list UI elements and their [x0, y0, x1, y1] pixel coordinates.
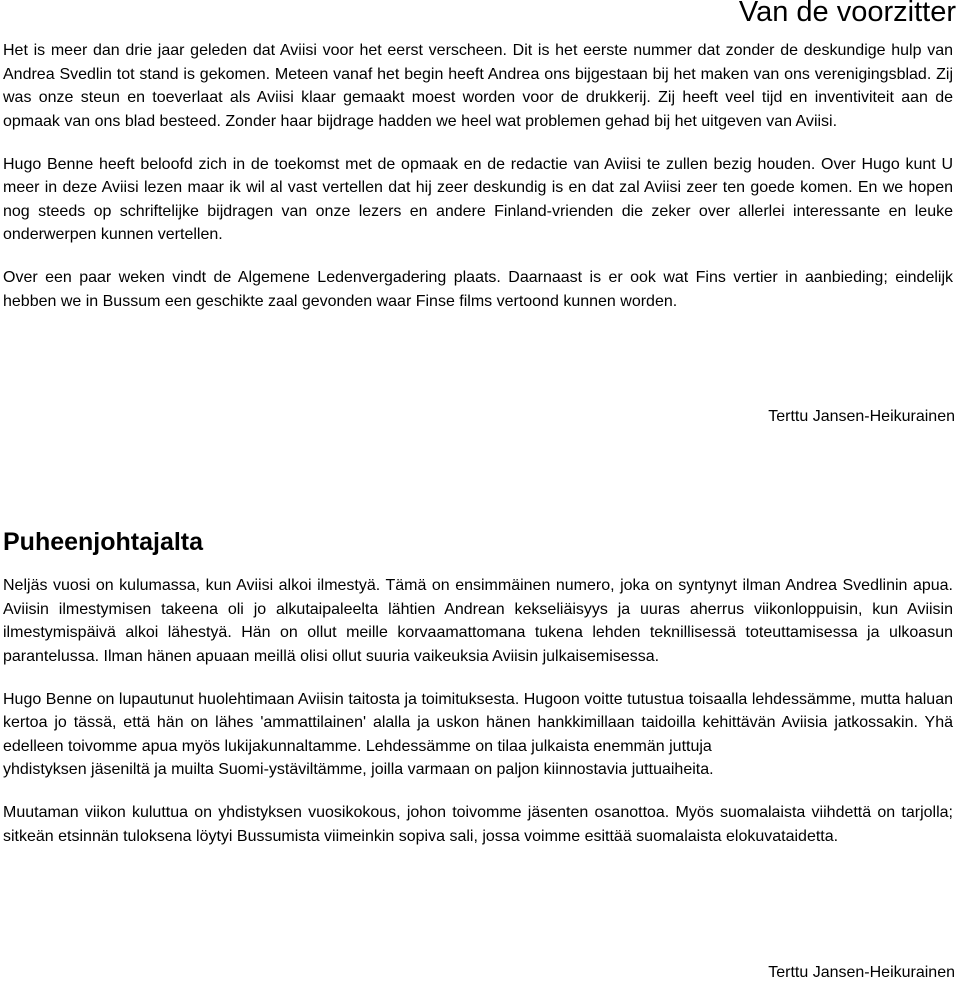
finnish-title: Puheenjohtajalta — [3, 528, 204, 556]
dutch-title: Van de voorzitter — [738, 0, 956, 28]
finnish-paragraph-2-continued: yhdistyksen jäseniltä ja muilta Suomi-ystäviltämme, joilla varmaan on paljon kiinnostavia juttuaiheita. — [3, 761, 714, 778]
dutch-paragraph-3: Over een paar weken vindt de Algemene Ledenvergadering plaats. Daarnaast is er ook wat Fins vertier in aanbieding; eindelijk hebben we in Bussum een geschikte zaal gevonden waar Finse films vertoond kunnen worden. — [3, 269, 953, 310]
finnish-paragraph-3: Muutaman viikon kuluttua on yhdistyksen vuosikokous, johon toivomme jäsenten osanottoa. Myös suomalaista viihdettä on tarjolla; sitkeän etsinnän tuloksena löytyi Bussumista viimeinkin sopiva sali, jossa voimme esittää suomalaista elokuvataidetta. — [3, 804, 953, 845]
finnish-paragraph-1: Neljäs vuosi on kulumassa, kun Aviisi alkoi ilmestyä. Tämä on ensimmäinen numero, joka on syntynyt ilman Andrea Svedlinin apua. Aviisin ilmestymisen takeena oli jo alkutaipaleelta lähtien Andrean kekseliäisyys ja uuras aherrus viikonloppuisin, kun Aviisin ilmestymispäivä alkoi lähestyä. Hän on ollut meille korvaamattomana tukena lehden teknillisessä toteuttamisessa ja ulkoasun parantelussa. Ilman hänen apuaan meillä olisi ollut suuria vaikeuksia Aviisin julkaisemisessa. — [3, 577, 953, 665]
dutch-paragraph-1: Het is meer dan drie jaar geleden dat Aviisi voor het eerst verscheen. Dit is het eerste nummer dat zonder de deskundige hulp van Andrea Svedlin tot stand is gekomen. Meteen vanaf het begin heeft Andrea ons bijgestaan bij het maken van ons verenigingsblad. Zij was onze steun en toeverlaat als Aviisi klaar gemaakt moest worden voor de drukkerij. Zij heeft veel tijd en inventiviteit aan de opmaak van ons blad besteed. Zonder haar bijdrage hadden we heel wat problemen gehad bij het uitgeven van Aviisi. — [3, 42, 953, 130]
finnish-paragraph-2: Hugo Benne on lupautunut huolehtimaan Aviisin taitosta ja toimituksesta. Hugoon voitte tutustua toisaalla lehdessämme, mutta haluan kertoa jo tässä, että hän on lähes 'ammattilainen' alalla ja uskon hänen hankkimillaan taidoilla kehittävän Aviisia jatkossakin. Yhä edelleen toivomme apua myös lukijakunnaltamme. Lehdessämme on tilaa julkaista enemmän juttuja — [3, 690, 953, 755]
dutch-body — [3, 39, 953, 313]
finnish-signature: Terttu Jansen-Heikurainen — [768, 964, 955, 981]
dutch-signature: Terttu Jansen-Heikurainen — [768, 408, 955, 425]
dutch-paragraph-2: Hugo Benne heeft beloofd zich in de toekomst met de opmaak en de redactie van Aviisi te zullen bezig houden. Over Hugo kunt U meer in deze Aviisi lezen maar ik wil al vast vertellen dat hij zeer deskundig is en dat zal Aviisi zeer ten goede komen. En we hopen nog steeds op schriftelijke bijdragen van onze lezers en andere Finland-vrienden die zeker over allerlei interessante en leuke onderwerpen kunnen vertellen. — [3, 155, 953, 243]
finnish-body — [3, 574, 953, 848]
